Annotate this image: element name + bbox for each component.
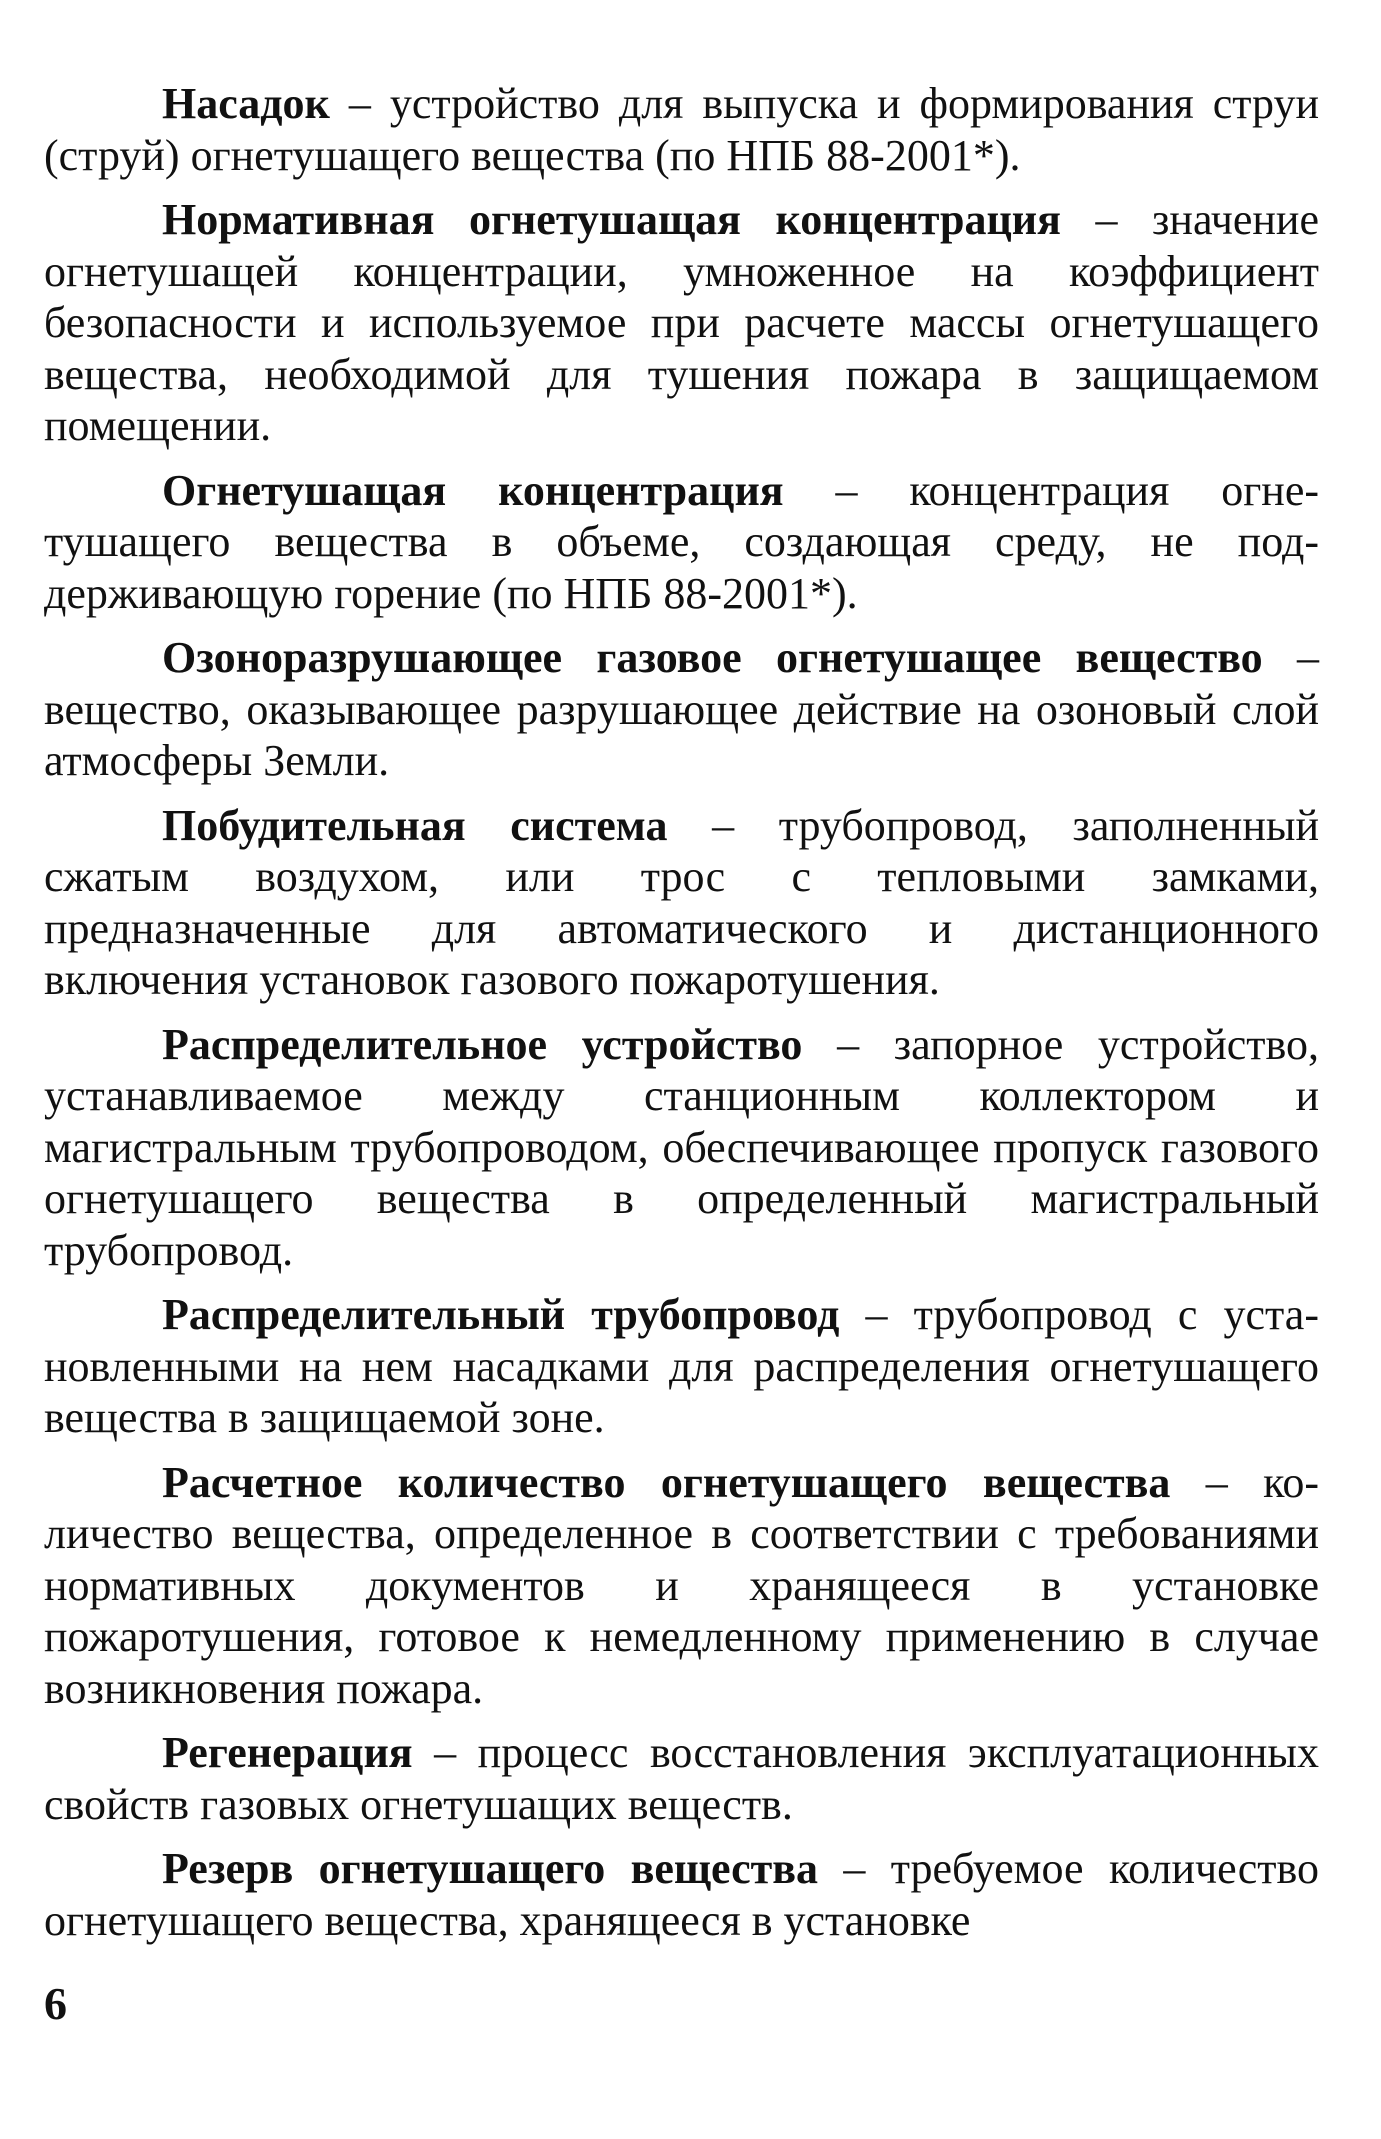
document-page — [44, 78, 1319, 1959]
glossary-term: Побудительная система — [162, 800, 668, 850]
glossary-definition: – значение огнетушащей концентрации, умноженное на коэффициент безопасности и используемое при расчете массы огнетушащего вещества, необходимой для тушения пожара в защищаемом помещении. — [44, 195, 1319, 450]
glossary-entry-pilot-system — [44, 800, 1319, 1006]
glossary-entry-distribution-pipeline — [44, 1289, 1319, 1444]
glossary-term: Расчетное количество огнетушащего вещества — [162, 1457, 1171, 1507]
glossary-definition: – концентрация огнетушащего вещества в объеме, создающая среду, не поддерживающую горение (по НПБ 88-2001*). — [44, 465, 1320, 618]
glossary-entry-extinguishing-concentration — [44, 465, 1319, 620]
glossary-term: Насадок — [162, 79, 330, 128]
glossary-entry-ozone-depleting-agent — [44, 632, 1319, 787]
glossary-term: Озоноразрушающее газовое огнетушащее вещество — [162, 633, 1263, 682]
glossary-entry-distribution-device — [44, 1019, 1319, 1277]
glossary-term: Нормативная огнетушащая концентрация — [162, 195, 1061, 244]
page-number: 6 — [44, 1978, 67, 2029]
glossary-entry-normative-concentration — [44, 194, 1319, 452]
glossary-term: Распределительный трубопровод — [162, 1290, 840, 1339]
glossary-term: Огнетушащая концентрация — [162, 465, 784, 515]
glossary-definition: – количество вещества, определенное в соответствии с требованиями нормативных документов и хранящееся в установке пожаротушения, готовое к немедленному применению в случае возникновения пожара. — [44, 1457, 1319, 1713]
glossary-term: Резерв огнетушащего вещества — [162, 1844, 818, 1893]
glossary-definition: – трубопровод с установленными на нем насадками для распределения огнетушащего вещества в защищаемой зоне. — [44, 1290, 1319, 1442]
glossary-definition: – запорное устройство, устанавливаемое между станционным коллектором и магистральным трубопроводом, обеспечивающее пропуск газового огнетушащего вещества в определенный магистральный трубопровод. — [44, 1019, 1319, 1275]
glossary-definition: – устройство для выпуска и формирования струи (струй) огнетушащего вещества (по НПБ 88-2001*). — [44, 79, 1319, 180]
glossary-definition: – вещество, оказывающее разрушающее действие на озоновый слой атмосферы Земли. — [44, 633, 1320, 785]
glossary-definition: – требуемое количество огнетушащего вещества, хранящееся в установке — [44, 1844, 1319, 1945]
glossary-entry-regeneration — [44, 1727, 1319, 1830]
glossary-entry-nozzle — [44, 78, 1319, 181]
glossary-definition: – процесс восстановления эксплуатационных свойств газовых огнетушащих веществ. — [44, 1728, 1319, 1829]
glossary-definition: – трубопровод, заполненный сжатым воздухом, или трос с тепловыми замками, предназначенные для автоматического и дистанционного включения установок газового пожаротушения. — [44, 800, 1319, 1004]
glossary-entry-agent-reserve — [44, 1843, 1319, 1946]
glossary-term: Распределительное устройство — [162, 1019, 803, 1069]
glossary-term: Регенерация — [162, 1728, 413, 1777]
glossary-entry-design-quantity — [44, 1457, 1319, 1715]
